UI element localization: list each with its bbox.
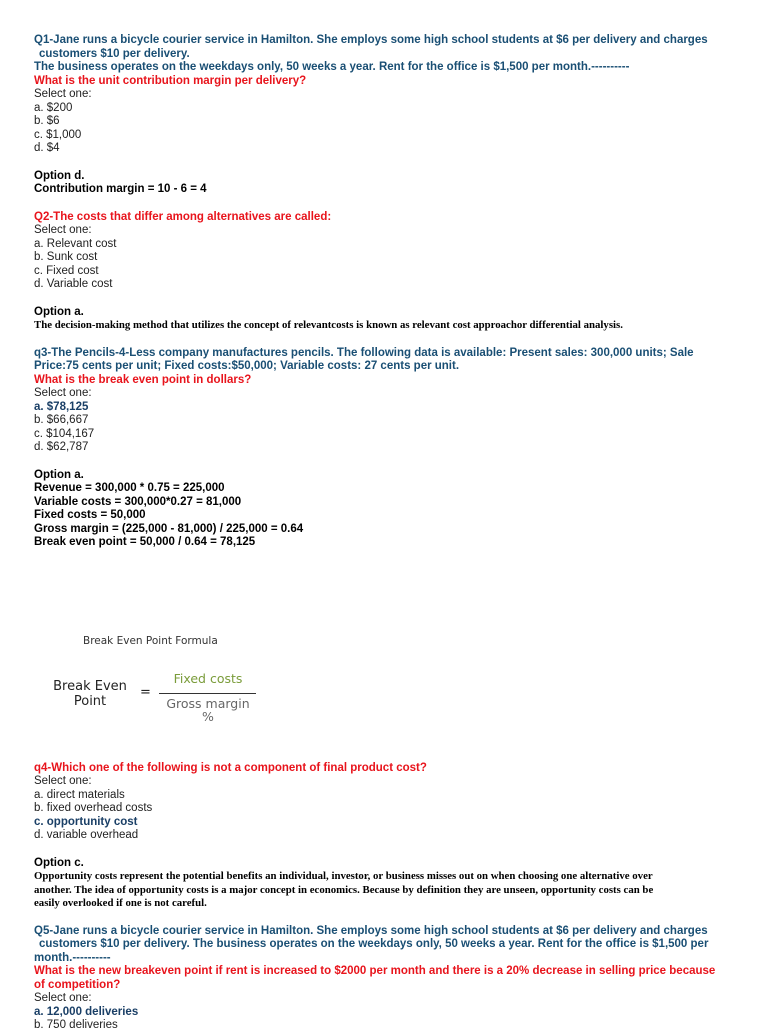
q4-select-label: Select one: bbox=[34, 775, 92, 787]
q3-option-c[interactable]: c. $104,167 bbox=[34, 427, 95, 440]
q3-select-label: Select one: bbox=[34, 387, 92, 399]
q4-option-b[interactable]: b. fixed overhead costs bbox=[34, 802, 153, 814]
q2-option-b[interactable]: b. Sunk cost bbox=[34, 251, 98, 263]
formula-equals: = bbox=[140, 684, 151, 700]
q5-option-b[interactable]: b. 750 deliveries bbox=[34, 1019, 118, 1031]
q2-answer: Option a. bbox=[34, 305, 84, 318]
q1-answer: Option d. bbox=[34, 169, 85, 182]
question-5 bbox=[34, 925, 734, 1033]
formula-lhs bbox=[50, 679, 130, 709]
q3-explanation-line-2: Variable costs = 300,000*0.27 = 81,000 bbox=[34, 495, 242, 508]
q5-select-label: Select one: bbox=[34, 992, 92, 1004]
q5-text-line-1: Q5-Jane runs a bicycle courier service in Hamilton. She employs some high school students at $6 per delivery and charges bbox=[34, 924, 708, 937]
q1-option-c[interactable]: c. $1,000 bbox=[34, 128, 82, 141]
q4-question: q4-Which one of the following is not a component of final product cost? bbox=[34, 761, 427, 774]
q2-option-d[interactable]: d. Variable cost bbox=[34, 278, 113, 290]
q3-text-line-1: q3-The Pencils-4-Less company manufactures pencils. The following data is available: Present sales: 300,000 units; Sale bbox=[34, 346, 694, 359]
q1-option-a[interactable]: a. $200 bbox=[34, 101, 73, 114]
q3-option-a[interactable]: a. $78,125 bbox=[34, 400, 89, 413]
q3-option-b[interactable]: b. $66,667 bbox=[34, 414, 89, 426]
formula-lhs-line-2: Point bbox=[73, 693, 107, 709]
q1-question: What is the unit contribution margin per delivery? bbox=[34, 74, 307, 87]
break-even-formula-figure bbox=[50, 635, 734, 753]
formula-title: Break Even Point Formula bbox=[83, 634, 218, 647]
q5-question-line-2: of competition? bbox=[34, 978, 121, 991]
question-1 bbox=[34, 34, 734, 197]
question-2 bbox=[34, 211, 734, 333]
question-3 bbox=[34, 347, 734, 550]
q3-explanation-line-4: Gross margin = (225,000 - 81,000) / 225,000 = 0.64 bbox=[34, 522, 304, 535]
q5-option-a[interactable]: a. 12,000 deliveries bbox=[34, 1005, 139, 1018]
q1-text-line-3: The business operates on the weekdays only, 50 weeks a year. Rent for the office is $1,500 per month.---------- bbox=[34, 61, 630, 73]
q4-explanation-line-3: easily overlooked if one is not careful. bbox=[34, 897, 207, 909]
formula-numerator: Fixed costs bbox=[173, 670, 243, 686]
q3-explanation-line-3: Fixed costs = 50,000 bbox=[34, 509, 146, 521]
q4-explanation-line-1: Opportunity costs represent the potential benefits an individual, investor, or business misses out on when choosing one alternative over bbox=[34, 870, 653, 882]
q3-explanation-line-5: Break even point = 50,000 / 0.64 = 78,125 bbox=[34, 536, 256, 548]
q2-explanation: The decision-making method that utilizes the concept of relevantcosts is known as relevant cost approachor differential analysis. bbox=[34, 319, 623, 331]
q3-answer: Option a. bbox=[34, 468, 84, 481]
formula-denominator: Gross margin % bbox=[166, 695, 250, 724]
q4-option-a[interactable]: a. direct materials bbox=[34, 788, 125, 801]
q5-text-line-2: customers $10 per delivery. The business operates on the weekdays only, 50 weeks a year. Rent for the office is $1,500 per bbox=[39, 938, 709, 950]
q3-text-line-2: Price:75 cents per unit; Fixed costs:$50,000; Variable costs: 27 cents per unit. bbox=[34, 360, 460, 372]
q4-option-d[interactable]: d. variable overhead bbox=[34, 829, 139, 841]
q1-select-label: Select one: bbox=[34, 88, 92, 100]
q1-text-line-2: customers $10 per delivery. bbox=[39, 47, 190, 60]
q5-text-line-3: month.---------- bbox=[34, 951, 111, 964]
document-page bbox=[34, 34, 734, 1033]
q5-question-line-1: What is the new breakeven point if rent is increased to $2000 per month and there is a 20% decrease in selling price because bbox=[34, 965, 716, 977]
q1-option-b[interactable]: b. $6 bbox=[34, 115, 60, 127]
q3-option-d[interactable]: d. $62,787 bbox=[34, 441, 89, 453]
q2-select-label: Select one: bbox=[34, 224, 92, 236]
q3-question: What is the break even point in dollars? bbox=[34, 373, 252, 386]
q2-option-a[interactable]: a. Relevant cost bbox=[34, 237, 117, 250]
q4-answer: Option c. bbox=[34, 856, 84, 869]
q3-explanation-line-1: Revenue = 300,000 * 0.75 = 225,000 bbox=[34, 482, 225, 494]
formula-fraction-bar bbox=[159, 693, 256, 694]
formula-lhs-line-1: Break Even bbox=[53, 678, 127, 694]
q1-explanation: Contribution margin = 10 - 6 = 4 bbox=[34, 183, 207, 195]
q2-question: Q2-The costs that differ among alternatives are called: bbox=[34, 210, 332, 223]
q4-option-c[interactable]: c. opportunity cost bbox=[34, 815, 138, 828]
q2-option-c[interactable]: c. Fixed cost bbox=[34, 264, 99, 277]
q1-option-d[interactable]: d. $4 bbox=[34, 142, 60, 154]
q1-text-line-1: Q1-Jane runs a bicycle courier service in Hamilton. She employs some high school students at $6 per delivery and charges bbox=[34, 34, 708, 46]
q4-explanation-line-2: another. The idea of opportunity costs is a major concept in economics. Because by definition they are unseen, opportunity costs can be bbox=[34, 883, 654, 896]
question-4 bbox=[34, 762, 734, 911]
